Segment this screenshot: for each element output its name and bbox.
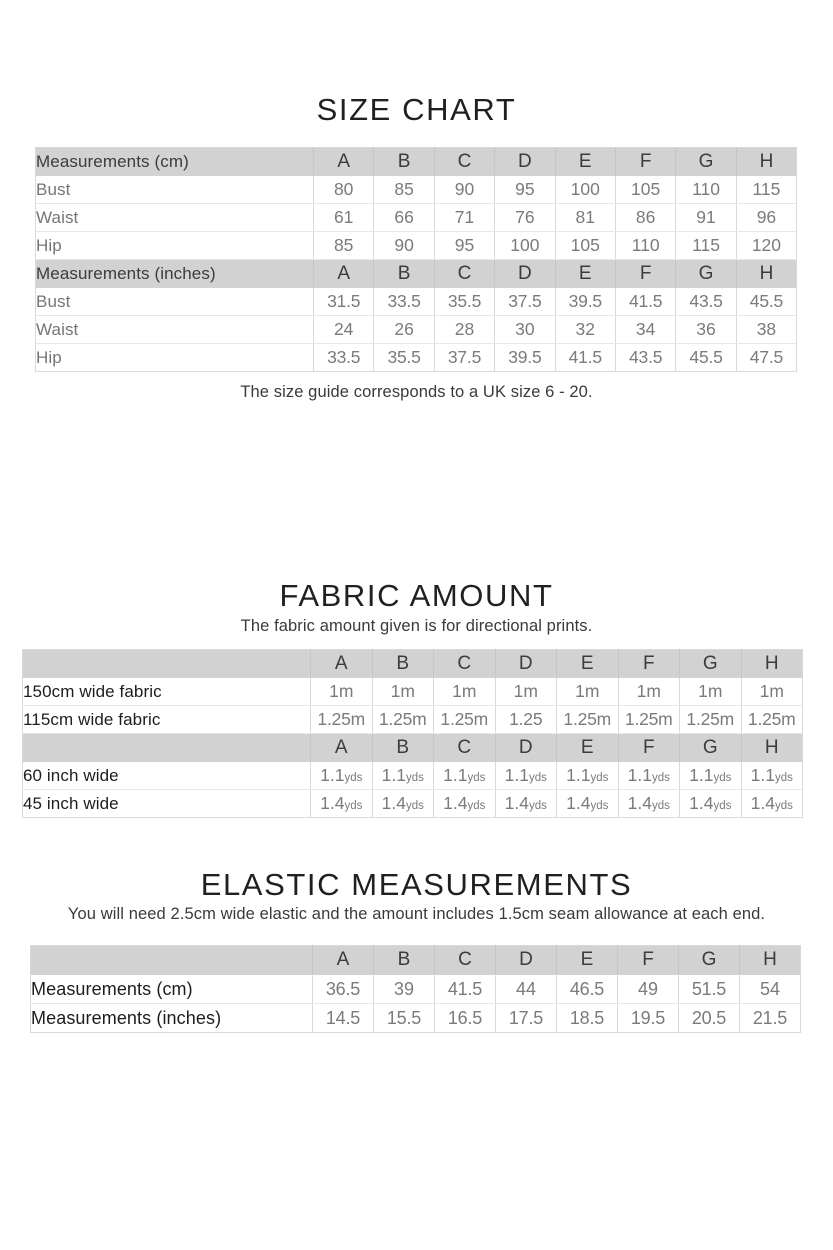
cell-number: 95 [515,179,535,199]
elastic-measurements-row-label: Measurements (inches) [31,1004,313,1033]
fabric-amount-body [23,650,803,818]
elastic-measurements-header-label [31,946,313,975]
size-chart-header-row [36,148,797,176]
fabric-amount-table [22,649,803,818]
cell-number: 1.1 [689,765,714,785]
cell-value [680,790,742,818]
cell-number: 35.5 [387,347,421,367]
fabric-amount-row-label: 115cm wide fabric [23,706,311,734]
size-column-header-e: E [557,734,619,762]
cell-value [557,975,618,1004]
cell-value [555,344,615,372]
size-column-header-h: H [741,734,803,762]
size-column-header-e: E [557,650,619,678]
table-row [36,176,797,204]
cell-number: 1.1 [443,765,468,785]
cell-number: 39.5 [508,347,542,367]
size-chart-row-label: Hip [36,232,314,260]
table-row [23,790,803,818]
cell-value [676,344,736,372]
cell-value [615,232,675,260]
cell-value [495,678,557,706]
cell-number: 45.5 [689,347,723,367]
cell-number: 39 [393,978,415,999]
cell-number: 86 [635,207,656,227]
cell-value [435,975,496,1004]
cell-number: 34 [635,319,656,339]
cell-value [555,288,615,316]
cell-number: 1.1 [627,765,652,785]
cell-value [374,176,434,204]
cell-value [434,232,494,260]
elastic-measurements-row-label: Measurements (cm) [31,975,313,1004]
cell-value [434,316,494,344]
cell-unit: yds [467,772,486,784]
cell-value [555,316,615,344]
cell-number: 20.5 [691,1007,727,1028]
cell-number: 15.5 [386,1007,422,1028]
cell-number: 85 [333,235,354,255]
size-column-header-g: G [676,260,736,288]
cell-value [679,975,740,1004]
cell-number: 1m [390,681,415,701]
cell-value [374,316,434,344]
cell-value [615,316,675,344]
cell-value [495,762,557,790]
cell-value [374,232,434,260]
cell-value [676,204,736,232]
cell-number: 81 [575,207,595,227]
cell-value [618,975,679,1004]
cell-value [618,762,680,790]
size-column-header-c: C [434,260,494,288]
cell-unit: yds [713,800,732,812]
cell-value [311,706,373,734]
cell-number: 41.5 [568,347,602,367]
cell-number: 19.5 [630,1007,666,1028]
cell-unit: yds [590,800,609,812]
cell-value [434,790,496,818]
cell-value [615,204,675,232]
cell-number: 1.1 [504,765,529,785]
fabric-amount-caption: The fabric amount given is for directional prints. [240,617,593,635]
cell-value [618,678,680,706]
size-chart-row-label: Waist [36,316,314,344]
size-column-header-a: A [314,148,374,176]
cell-value [736,288,796,316]
cell-value [495,176,555,204]
cell-value [434,706,496,734]
table-row [23,678,803,706]
cell-unit: yds [774,800,793,812]
cell-value [557,706,619,734]
cell-value [374,1004,435,1033]
cell-number: 37.5 [447,347,482,367]
size-column-header-h: H [740,946,801,975]
fabric-amount-row-label: 45 inch wide [23,790,311,818]
size-column-header-d: D [495,148,555,176]
size-column-header-g: G [680,650,742,678]
cell-value [435,1004,496,1033]
size-column-header-h: H [736,148,796,176]
cell-number: 1m [329,681,354,701]
cell-number: 32 [575,319,595,339]
cell-number: 110 [692,179,720,199]
cell-unit: yds [344,800,363,812]
cell-number: 43.5 [629,347,663,367]
size-column-header-f: F [615,260,675,288]
elastic-measurements-title: ELASTIC MEASUREMENTS [200,867,633,902]
table-row [23,762,803,790]
cell-value [311,790,373,818]
cell-value [495,232,555,260]
cell-value [434,678,496,706]
cell-unit: yds [713,772,732,784]
cell-value [679,1004,740,1033]
size-column-header-b: B [374,148,434,176]
size-column-header-h: H [741,650,803,678]
size-column-header-b: B [374,946,435,975]
table-row [36,232,797,260]
cell-value [740,975,801,1004]
cell-value [314,288,374,316]
elastic-measurements-table [30,945,801,1033]
size-chart-header-label: Measurements (inches) [36,260,314,288]
cell-value [495,204,555,232]
cell-value [736,232,796,260]
cell-number: 17.5 [508,1007,544,1028]
cell-number: 91 [696,207,716,227]
cell-value [372,706,434,734]
size-column-header-e: E [555,260,615,288]
cell-value [557,790,619,818]
cell-number: 31.5 [327,291,361,311]
cell-unit: yds [467,800,486,812]
cell-number: 1.1 [750,765,775,785]
cell-number: 1.1 [566,765,591,785]
cell-number: 46.5 [569,978,605,999]
cell-value [557,678,619,706]
fabric-amount-title: FABRIC AMOUNT [279,578,554,613]
cell-number: 41.5 [447,978,483,999]
elastic-measurements-header-row [31,946,801,975]
cell-number: 21.5 [752,1007,788,1028]
cell-value [557,762,619,790]
cell-value [314,204,374,232]
cell-number: 1.4 [566,793,591,813]
cell-number: 43.5 [689,291,723,311]
cell-number: 105 [631,179,661,199]
cell-value [736,344,796,372]
cell-number: 1.1 [381,765,406,785]
cell-value [557,1004,618,1033]
cell-number: 54 [759,978,781,999]
cell-unit: yds [344,772,363,784]
cell-number: 14.5 [325,1007,361,1028]
cell-number: 1m [513,681,538,701]
cell-number: 38 [756,319,777,339]
cell-number: 1.25m [440,709,489,729]
cell-value [680,706,742,734]
cell-number: 1m [452,681,477,701]
cell-number: 105 [570,235,600,255]
cell-value [615,288,675,316]
cell-number: 76 [515,207,535,227]
table-row [31,975,801,1004]
cell-value [311,678,373,706]
cell-number: 1.25m [317,709,366,729]
cell-value [618,790,680,818]
cell-unit: yds [528,772,547,784]
cell-number: 1.4 [320,793,345,813]
fabric-amount-header-row [23,734,803,762]
cell-value [615,176,675,204]
cell-value [374,975,435,1004]
cell-value [676,176,736,204]
cell-number: 1.25m [563,709,612,729]
size-column-header-f: F [618,734,680,762]
cell-unit: yds [405,772,424,784]
table-row [36,344,797,372]
cell-number: 100 [510,235,540,255]
fabric-amount-row-label: 60 inch wide [23,762,311,790]
table-row [36,204,797,232]
size-column-header-f: F [615,148,675,176]
cell-number: 51.5 [691,978,727,999]
cell-number: 33.5 [387,291,421,311]
cell-number: 96 [756,207,777,227]
size-column-header-a: A [314,260,374,288]
size-chart-row-label: Bust [36,176,314,204]
cell-number: 95 [454,235,475,255]
cell-value [434,344,494,372]
cell-value [741,790,803,818]
cell-number: 44 [515,978,537,999]
fabric-amount-header-label [23,734,311,762]
cell-number: 1.25m [747,709,796,729]
size-chart-row-label: Bust [36,288,314,316]
cell-value [314,316,374,344]
size-column-header-d: D [496,946,557,975]
cell-number: 1.25m [686,709,735,729]
size-column-header-a: A [311,650,373,678]
size-column-header-g: G [680,734,742,762]
size-column-header-c: C [435,946,496,975]
fabric-amount-header-label [23,650,311,678]
cell-number: 66 [394,207,414,227]
cell-value [680,762,742,790]
cell-value [434,762,496,790]
cell-unit: yds [651,800,670,812]
cell-number: 26 [394,319,414,339]
cell-value [496,975,557,1004]
cell-value [676,232,736,260]
cell-value [555,176,615,204]
cell-value [736,316,796,344]
cell-value [495,344,555,372]
cell-number: 100 [570,179,600,199]
cell-value [680,678,742,706]
cell-value [615,344,675,372]
size-column-header-a: A [313,946,374,975]
elastic-measurements-caption: You will need 2.5cm wide elastic and the amount includes 1.5cm seam allowance at each end. [67,905,766,923]
cell-number: 115 [752,179,781,199]
cell-unit: yds [651,772,670,784]
cell-number: 1.4 [381,793,406,813]
cell-unit: yds [528,800,547,812]
size-chart-header-row [36,260,797,288]
size-column-header-b: B [374,260,434,288]
size-column-header-b: B [372,650,434,678]
cell-number: 1.25m [378,709,427,729]
cell-value [676,288,736,316]
table-row [36,288,797,316]
size-column-header-c: C [434,148,494,176]
cell-value [676,316,736,344]
cell-value [374,288,434,316]
cell-unit: yds [590,772,609,784]
size-column-header-b: B [372,734,434,762]
size-chart-header-label: Measurements (cm) [36,148,314,176]
table-row [23,706,803,734]
cell-number: 24 [333,319,354,339]
cell-number: 45.5 [749,291,784,311]
cell-number: 90 [394,235,414,255]
cell-number: 80 [333,179,354,199]
cell-number: 28 [454,319,475,339]
cell-value [313,975,374,1004]
cell-number: 39.5 [568,291,602,311]
size-column-header-g: G [679,946,740,975]
cell-number: 90 [454,179,475,199]
cell-number: 71 [454,207,475,227]
cell-number: 41.5 [629,291,663,311]
cell-value [313,1004,374,1033]
cell-number: 1.4 [750,793,775,813]
cell-value [314,344,374,372]
cell-value [495,288,555,316]
cell-number: 1.1 [320,765,345,785]
size-column-header-d: D [495,650,557,678]
cell-number: 1m [759,681,784,701]
cell-number: 36 [696,319,716,339]
table-row [31,1004,801,1033]
cell-number: 36.5 [325,978,361,999]
cell-value [314,232,374,260]
cell-number: 49 [637,978,659,999]
cell-value [555,204,615,232]
cell-value [372,678,434,706]
cell-number: 1.4 [443,793,468,813]
elastic-measurements-body [31,946,801,1033]
size-column-header-e: E [557,946,618,975]
cell-value [741,678,803,706]
cell-value [372,790,434,818]
cell-number: 1m [698,681,723,701]
size-chart-row-label: Waist [36,204,314,232]
cell-unit: yds [405,800,424,812]
size-column-header-c: C [434,734,496,762]
size-column-header-e: E [555,148,615,176]
table-row [36,316,797,344]
cell-number: 30 [515,319,535,339]
size-column-header-f: F [618,946,679,975]
cell-number: 1.4 [689,793,714,813]
fabric-amount-header-row [23,650,803,678]
cell-number: 1.25 [509,709,543,729]
cell-value [736,204,796,232]
size-column-header-d: D [495,260,555,288]
cell-number: 1m [636,681,661,701]
cell-value [618,1004,679,1033]
size-column-header-h: H [736,260,796,288]
fabric-amount-row-label: 150cm wide fabric [23,678,311,706]
cell-number: 1.4 [627,793,652,813]
cell-value [741,706,803,734]
size-chart-row-label: Hip [36,344,314,372]
cell-unit: yds [774,772,793,784]
cell-number: 1.25m [624,709,673,729]
cell-value [314,176,374,204]
cell-value [495,790,557,818]
cell-value [736,176,796,204]
cell-value [496,1004,557,1033]
cell-number: 16.5 [447,1007,483,1028]
cell-value [434,288,494,316]
size-chart-caption: The size guide corresponds to a UK size 6 - 20. [240,383,593,401]
cell-value [372,762,434,790]
size-column-header-f: F [618,650,680,678]
cell-number: 120 [751,235,782,255]
size-column-header-a: A [311,734,373,762]
cell-number: 85 [394,179,414,199]
size-chart-title: SIZE CHART [316,92,517,127]
cell-number: 110 [631,235,660,255]
cell-value [311,762,373,790]
cell-value [741,762,803,790]
size-column-header-c: C [434,650,496,678]
cell-value [740,1004,801,1033]
cell-value [434,176,494,204]
cell-number: 1m [575,681,600,701]
cell-value [495,316,555,344]
cell-number: 47.5 [749,347,784,367]
cell-number: 37.5 [508,291,542,311]
cell-value [495,706,557,734]
cell-value [555,232,615,260]
cell-number: 18.5 [569,1007,605,1028]
size-chart-body [36,148,797,372]
size-column-header-d: D [495,734,557,762]
cell-number: 1.4 [504,793,529,813]
cell-value [374,344,434,372]
cell-value [374,204,434,232]
cell-number: 33.5 [327,347,361,367]
size-column-header-g: G [676,148,736,176]
cell-number: 35.5 [447,291,482,311]
cell-number: 115 [692,235,720,255]
cell-value [618,706,680,734]
size-chart-table [35,147,797,372]
cell-value [434,204,494,232]
cell-number: 61 [333,207,354,227]
